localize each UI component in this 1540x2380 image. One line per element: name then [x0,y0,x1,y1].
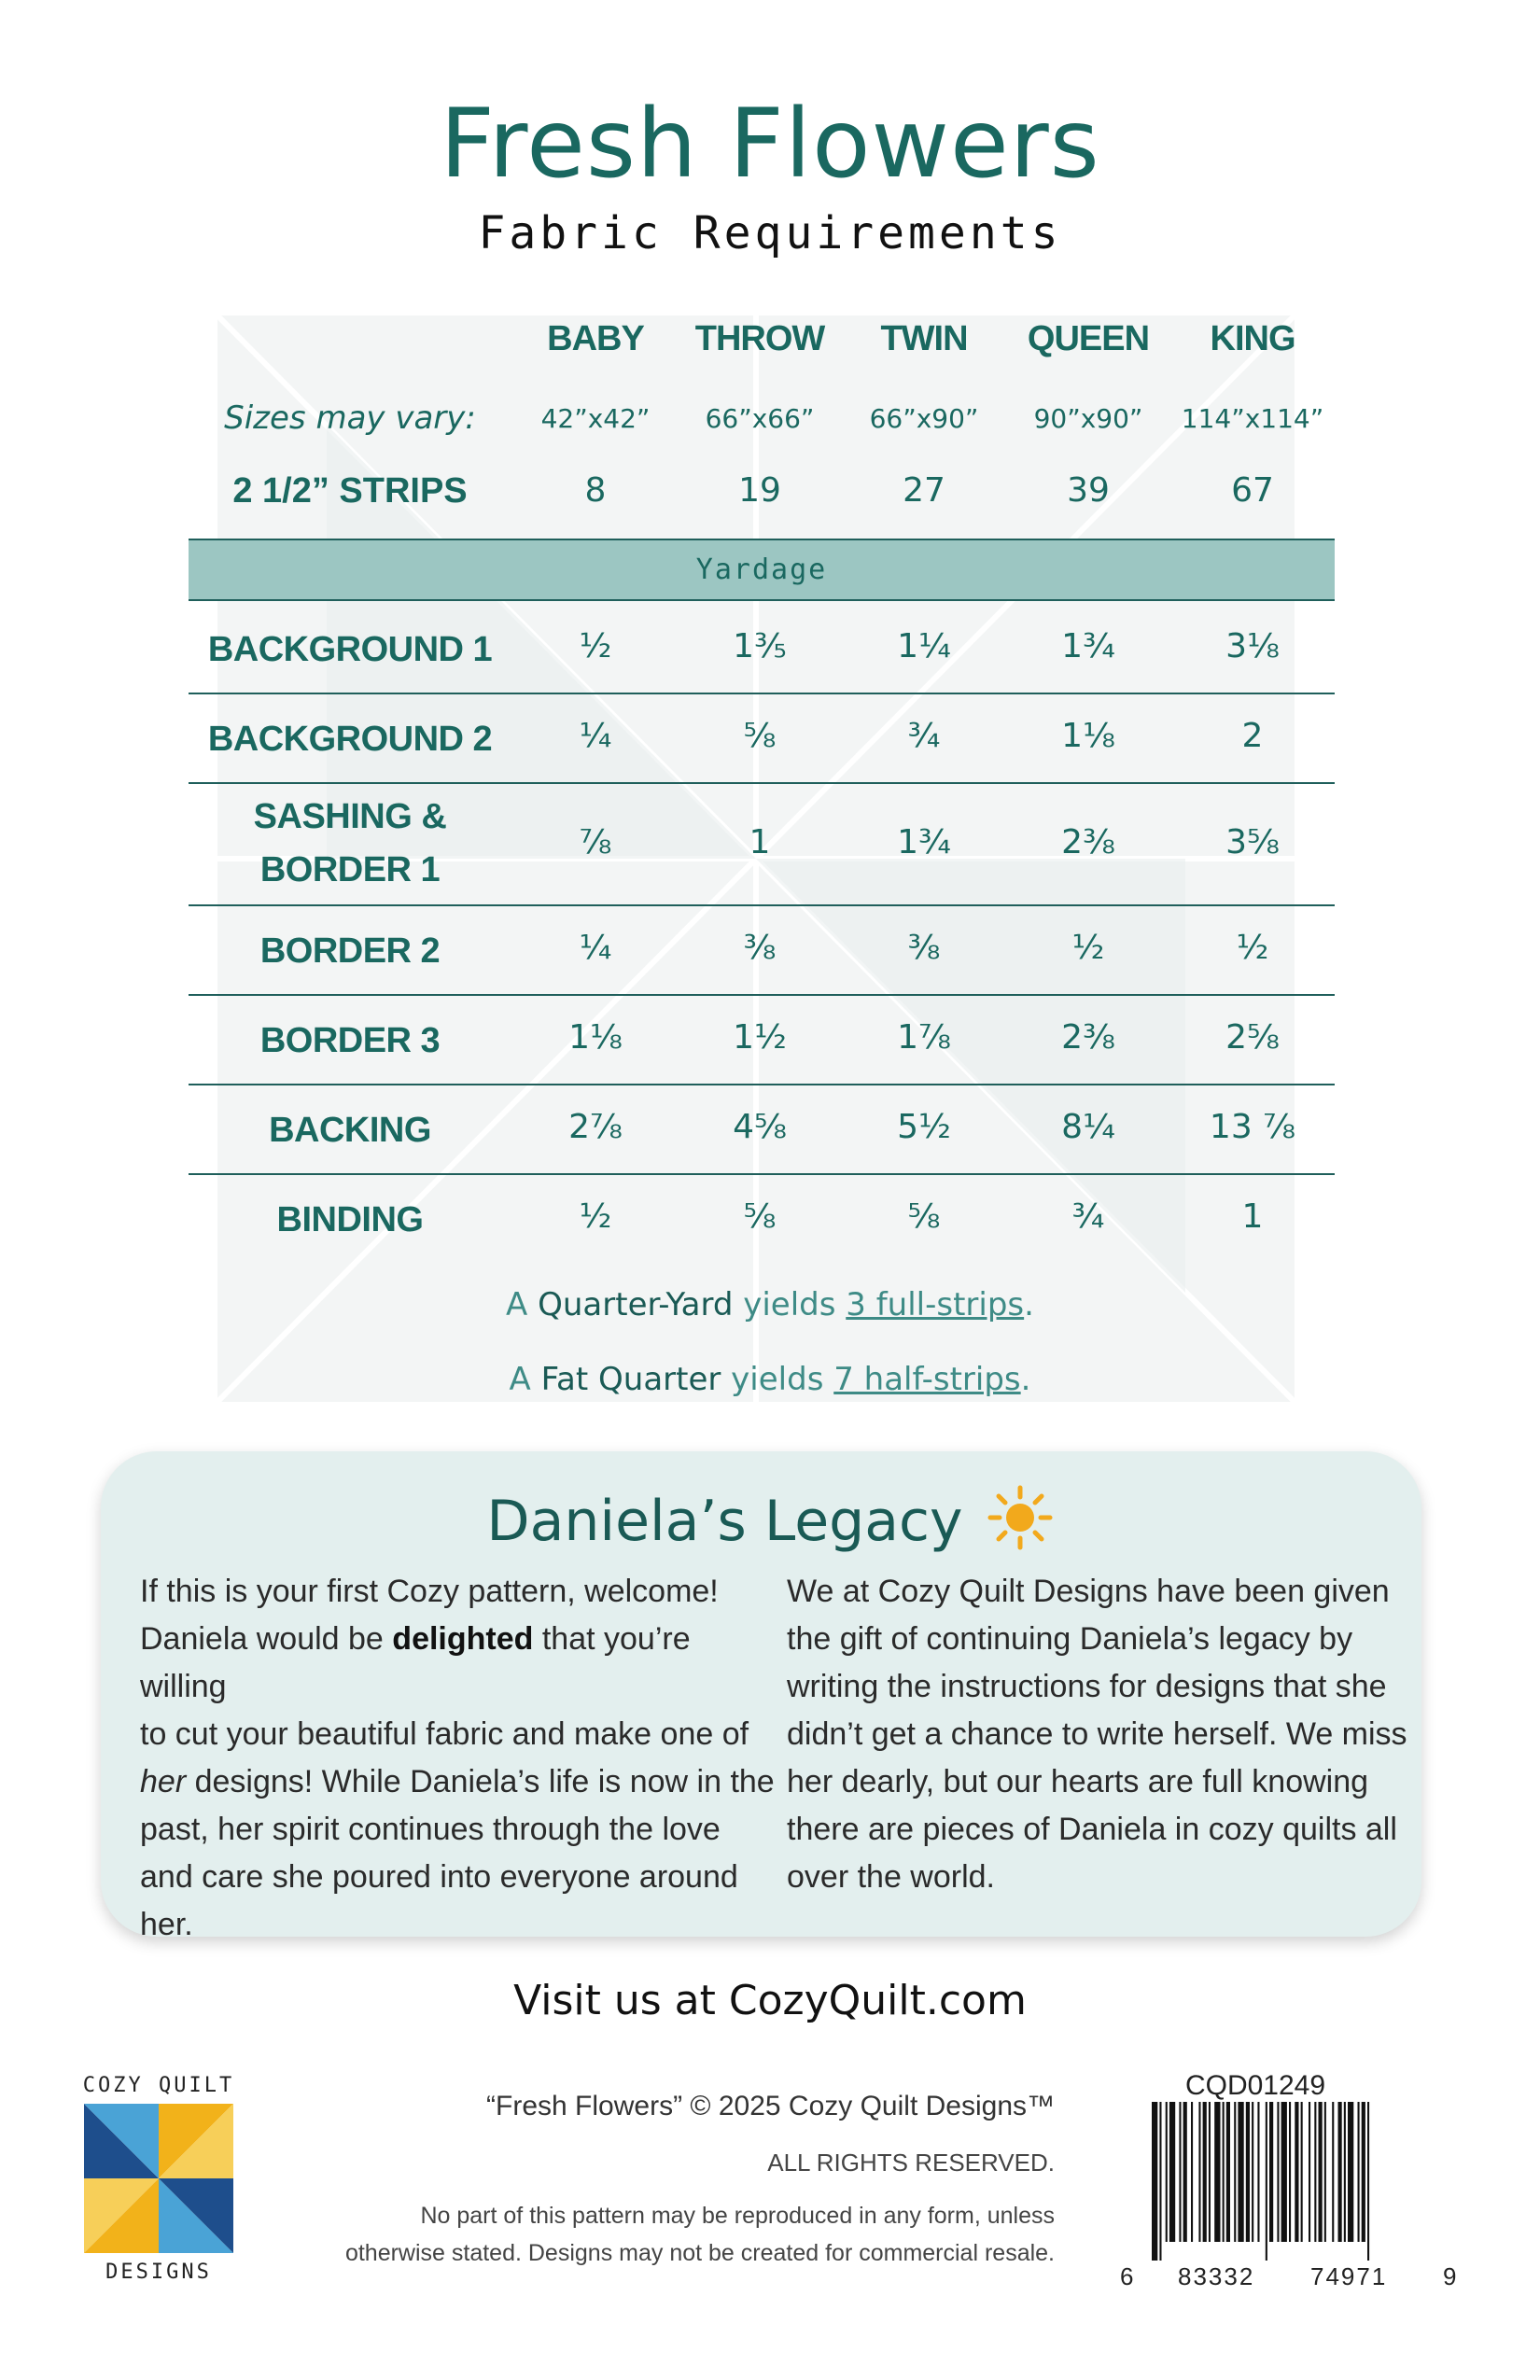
table-cell: 2⅜ [1061,1018,1115,1057]
barcode-digits-left: 83332 [1178,2262,1255,2290]
barcode-bar [1209,2102,1211,2242]
table-cell: 3⅛ [1225,627,1280,665]
yardage-bar [189,539,1335,601]
table-cell: 1⅗ [733,627,787,665]
table-cell: 5½ [897,1108,951,1146]
header-throw: THROW [694,319,825,358]
row-label-binding: BINDING [276,1200,424,1239]
barcode-bar [1152,2102,1157,2261]
barcode-bar [1223,2102,1225,2242]
para-line-rich: her designs! While Daniela’s life is now in the [140,1764,775,1799]
size-baby: 42”x42” [540,403,651,434]
barcode-bar [1367,2102,1369,2261]
table-cell: ½ [579,1197,612,1236]
table-cell: 1¼ [897,627,951,665]
table-cell: ½ [1071,929,1105,967]
table-cell: 8¼ [1061,1108,1115,1146]
para-line: to cut your beautiful fabric and make one of [140,1716,749,1752]
row-label-border-2: BORDER 2 [259,931,441,971]
para-line: didn’t get a chance to write herself. We miss [787,1716,1407,1752]
barcode-bar [1183,2102,1187,2242]
barcode-bar [1332,2102,1334,2242]
table-cell: 1¾ [1061,627,1115,665]
size-king: 114”x114” [1181,403,1324,434]
strips-label: 2 1/2” STRIPS [232,471,468,511]
table-cell: 4⅝ [733,1108,787,1146]
barcode-bar [1281,2102,1287,2242]
table-cell: ¾ [907,717,941,755]
note-link[interactable]: 7 half-strips [833,1361,1021,1398]
legacy-left-paragraph [140,1568,775,1949]
table-cell: 3⅝ [1225,823,1280,861]
yardage-label: Yardage [695,553,828,586]
sizes-row [0,399,1540,446]
row-divider [189,1084,1335,1085]
table-cell: 2⅜ [1061,823,1115,861]
copyright-line: “Fresh Flowers” © 2025 Cozy Quilt Designs™ [486,2091,1055,2121]
table-cell: 1¾ [897,823,951,861]
note-term: Fat Quarter [540,1361,721,1398]
table-cell: 1⅛ [568,1018,623,1057]
barcode-digit-first: 6 [1120,2262,1134,2290]
para-line: past, her spirit continues through the love [140,1812,721,1847]
cozy-quilt-logo [75,2074,243,2289]
barcode-bar [1169,2102,1175,2242]
para-line: her dearly, but our hearts are full knowing [787,1764,1369,1799]
para-line [140,1616,775,1711]
table-cell: 1⅛ [1061,717,1115,755]
barcode-digits-right: 74971 [1310,2262,1388,2290]
row-label-background-2: BACKGROUND 2 [207,720,493,759]
table-cell: ⅜ [743,929,777,967]
header-baby: BABY [547,319,644,358]
barcode-digit-last: 9 [1443,2262,1457,2290]
website-link[interactable]: Visit us at CozyQuilt.com [513,1977,1027,2024]
para-line: and care she poured into everyone around [140,1859,738,1895]
size-throw: 66”x66” [705,403,815,434]
para-line [140,1758,775,1806]
disclaimer-line-2: otherwise stated. Designs may not be created for commercial resale. [344,2240,1055,2266]
note-text: . [1020,1361,1031,1398]
table-cell: ⅞ [579,823,612,861]
table-cell: ⅝ [743,1197,777,1236]
table-cell: ½ [579,627,612,665]
barcode-bar [1252,2102,1253,2242]
barcode-bar [1159,2102,1161,2261]
row-label-background-1: BACKGROUND 1 [207,630,493,669]
barcode-bar [1319,2102,1323,2242]
strips-king: 67 [1231,471,1274,510]
table-cell: 1½ [733,1018,787,1057]
strips-baby: 8 [584,471,607,510]
table-cell: 1 [1241,1197,1264,1236]
barcode-bar [1179,2102,1181,2242]
barcode-bar [1314,2102,1316,2242]
para-line: her. [140,1907,193,1942]
barcode-bar [1295,2102,1298,2242]
sizes-label: Sizes may vary: [224,399,476,437]
size-twin: 66”x90” [869,403,979,434]
row-label-backing: BACKING [269,1111,431,1150]
barcode-bar [1238,2102,1243,2242]
header-twin: TWIN [880,319,968,358]
barcode-bar [1191,2102,1193,2242]
fat-quarter-note [0,1361,1540,1398]
quarter-yard-note [0,1286,1540,1323]
row-label-border-1: BORDER 1 [259,850,441,889]
row-label-border-3: BORDER 3 [259,1021,441,1060]
row-divider [189,782,1335,784]
header-queen: QUEEN [1027,319,1150,358]
barcode-icon [1146,2102,1435,2261]
table-cell: ½ [1236,929,1269,967]
table-cell: 2⅞ [568,1108,623,1146]
barcode-bar [1269,2102,1273,2242]
barcode-bar [1214,2102,1220,2242]
note-text: yields [733,1286,847,1323]
note-text: A [506,1286,539,1323]
row-label-sashing: SASHING & [253,797,447,836]
row-divider [189,994,1335,996]
table-cell: 1⅞ [897,1018,951,1057]
table-cell: ¼ [579,717,612,755]
barcode-bar [1324,2102,1326,2242]
size-queen: 90”x90” [1033,403,1143,434]
logo-bottom-text: DESIGNS [105,2261,212,2284]
logo-top-text: COZY QUILT [82,2074,235,2097]
size-headers [0,319,1540,366]
strips-throw: 19 [738,471,781,510]
barcode-bar [1358,2102,1360,2242]
table-cell: ⅝ [743,717,777,755]
legacy-right-paragraph [787,1568,1421,1901]
table-cell: 13 ⅞ [1209,1108,1296,1146]
table-cell: ⅜ [907,929,941,967]
table-cell: ⅝ [907,1197,941,1236]
table-cell: 2 [1241,717,1264,755]
strips-queen: 39 [1067,471,1110,510]
para-line: If this is your first Cozy pattern, welcome! [140,1574,719,1609]
barcode-bar [1301,2102,1303,2242]
table-cell: ¼ [579,929,612,967]
table-cell: 1 [749,823,771,861]
row-divider [189,1173,1335,1175]
barcode-bar [1246,2102,1250,2242]
note-text: . [1024,1286,1034,1323]
row-divider [189,693,1335,694]
barcode-bar [1277,2102,1279,2242]
barcode-bar [1266,2102,1267,2261]
note-term: Quarter-Yard [538,1286,734,1323]
legacy-title [0,1484,1540,1554]
para-line-rich: Daniela would be delighted that you’re willing [140,1621,691,1704]
barcode-bar [1203,2102,1207,2242]
barcode-bar [1198,2102,1200,2242]
sun-icon [987,1484,1054,1551]
pinwheel-icon [84,2104,233,2253]
strips-twin: 27 [903,471,945,510]
table-cell: 2⅝ [1225,1018,1280,1057]
barcode-bar [1362,2102,1365,2242]
para-line: over the world. [787,1859,995,1895]
para-line: there are pieces of Daniela in cozy quilts all [787,1812,1397,1847]
sku-label: CQD01249 [1184,2070,1326,2101]
barcode-bar [1226,2102,1230,2242]
barcode-bar [1348,2102,1353,2242]
barcode-bar [1309,2102,1310,2242]
para-line: the gift of continuing Daniela’s legacy by [787,1621,1353,1657]
barcode-bar [1257,2102,1259,2242]
barcode-bar [1344,2102,1346,2242]
legacy-title-text: Daniela’s Legacy [486,1489,963,1554]
rights-line: ALL RIGHTS RESERVED. [767,2149,1055,2177]
note-link[interactable]: 3 full-strips [846,1286,1025,1323]
disclaimer-line-1: No part of this pattern may be reproduced in any form, unless [420,2203,1055,2229]
barcode-bar [1338,2102,1342,2242]
note-text: A [509,1361,541,1398]
table-cell: ¾ [1071,1197,1105,1236]
page-subtitle: Fabric Requirements [478,207,1062,259]
para-line: writing the instructions for designs that she [787,1669,1387,1704]
header-king: KING [1210,319,1295,358]
barcode-bar [1234,2102,1236,2242]
para-line: We at Cozy Quilt Designs have been given [787,1574,1390,1609]
strips-row [0,471,1540,518]
row-divider [189,904,1335,906]
note-text: yields [721,1361,834,1398]
barcode-bar [1166,2102,1168,2242]
barcode-bar [1289,2102,1291,2242]
page-title: Fresh Flowers [440,89,1100,200]
